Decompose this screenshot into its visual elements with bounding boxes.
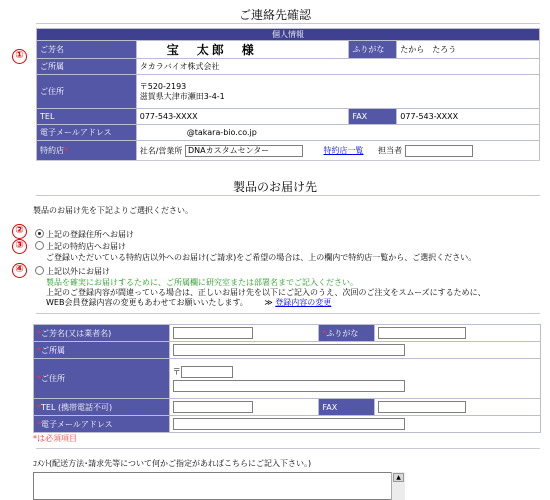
postal-code: 〒520-2193 [139,81,187,91]
form-address-input[interactable] [173,380,405,392]
affiliation-label: ご所属 [37,59,137,75]
divider [36,313,540,314]
form-email-input[interactable] [173,418,405,430]
form-email-label: *電子メールアドレス [34,416,170,433]
option-description: ご登録いただいている特約店以外へのお届け(ご請求)をご希望の場合は、上の欄内で特約店一覧から、ご選択ください。 [46,253,477,262]
form-address-label: *ご住所 [34,359,170,399]
dealer-label [37,141,137,161]
form-affiliation-label: *ご所属 [34,342,170,359]
form-postal-input[interactable] [181,366,233,378]
address-label: ご住所 [37,75,137,109]
address-value [136,75,539,109]
option-label: 上記以外にお届け [46,267,110,276]
comment-scrollbar[interactable] [391,472,405,500]
marker-4: ④ [12,263,27,278]
marker-1: ① [12,49,27,64]
form-name-input[interactable] [173,327,253,339]
divider [36,195,540,196]
radio-registered-address[interactable] [35,229,44,238]
name-label: ご芳名 [37,41,137,59]
dealer-input[interactable]: DNAカスタムセンター [185,145,303,157]
form-furigana-label: *ふりがな [319,325,375,342]
option-description: 上記のご登録内容が間違っている場合は、正しいお届け先を以下にご記入のうえ、次回のご注文をスムーズにするために、 [46,288,486,297]
form-affiliation-input[interactable] [173,344,405,356]
radio-other-address[interactable] [35,266,44,275]
edit-registration-link[interactable]: 登録内容の変更 [275,298,332,307]
arrow-icon: ≫ [264,298,273,307]
person-input[interactable] [405,145,473,157]
section-header: 個人情報 [37,29,540,41]
email-value: @takara-bio.co.jp [136,125,539,141]
form-fax-label: FAX [319,399,375,416]
address-line: 滋賀県大津市瀬田3-4-1 [139,91,225,101]
marker-2: ② [12,224,27,239]
divider [36,23,540,24]
postal-mark: 〒 [172,367,181,376]
form-furigana-input[interactable] [378,327,466,339]
divider [36,448,540,449]
form-email-cell [169,416,540,433]
form-name-cell [169,325,319,342]
marker-3: ③ [12,239,27,254]
divider [36,160,540,161]
delivery-title: 製品のお届け先 [232,180,317,194]
contact-info-table [36,28,540,161]
option-label: 上記の特約店へお届け [46,242,126,251]
form-tel-cell [169,399,319,416]
option-label: 上記の登録住所へお届け [46,230,134,239]
form-address-cell [169,359,540,399]
required-mark: * [64,146,68,155]
dealer-list-link[interactable]: 特約店一覧 [323,146,364,155]
comment-label: ｺﾒﾝﾄ(配送方法･請求先等について何かご指定があればこちらにご記入下さい。) [33,459,312,468]
scroll-up-icon[interactable]: ▲ [393,473,404,482]
dealer-value [136,141,539,161]
form-fax-cell [375,399,541,416]
form-tel-label: *TEL (携帯電話不可) [34,399,170,416]
option-description: WEB会員登録内容の変更もあわせてお願いいたします。 [46,298,248,307]
option-note: 製品を確実にお届けするために、ご所属欄に研究室または部署名までご記入ください。 [46,278,358,287]
comment-textarea[interactable] [33,472,405,500]
form-affiliation-cell [169,342,540,359]
fax-label: FAX [349,109,397,125]
required-note: *は必須項目 [33,434,77,443]
affiliation-value: タカラバイオ株式会社 [136,59,539,75]
tel-label: TEL [37,109,137,125]
form-furigana-cell [375,325,541,342]
fax-value: 077-543-XXXX [397,109,540,125]
contact-title: ご連絡先確認 [238,8,311,22]
furigana-value: たから たろう [397,41,540,59]
form-tel-input[interactable] [173,401,253,413]
email-label: 電子メールアドレス [37,125,137,141]
dealer-prefix: 社名/営業所 [139,146,183,155]
name-value: 宝 太郎 様 [136,41,349,59]
form-fax-input[interactable] [378,401,466,413]
delivery-instruction: 製品のお届け先を下記よりご選択ください。 [33,206,193,215]
radio-dealer[interactable] [35,241,44,250]
option-description-line [46,297,331,308]
tel-value: 077-543-XXXX [136,109,349,125]
furigana-label: ふりがな [349,41,397,59]
delivery-form-table [33,324,541,433]
person-label: 担当者 [378,146,403,155]
dealer-label-text: 特約店 [40,146,64,155]
form-name-label: *ご芳名(又は業者名) [34,325,170,342]
